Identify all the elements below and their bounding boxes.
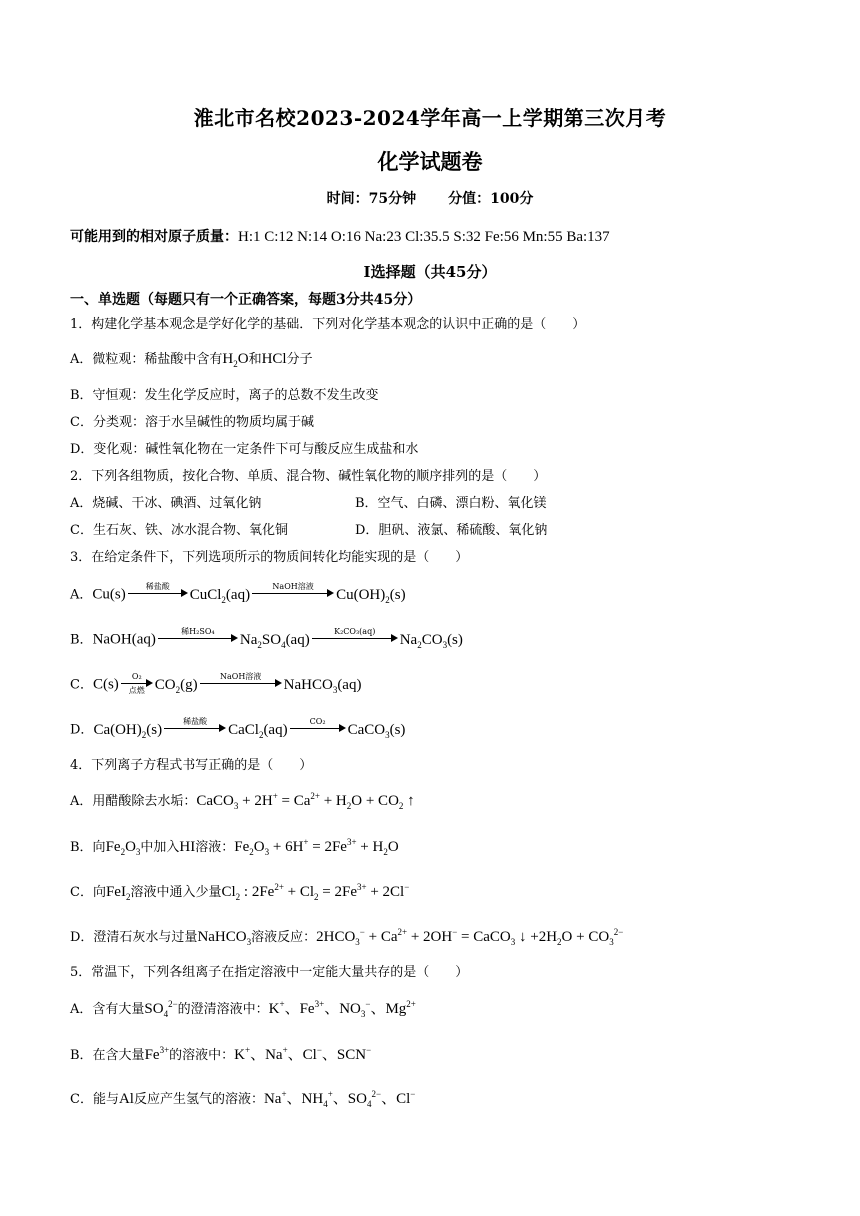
- reaction-arrow-icon: 稀盐酸: [164, 717, 226, 739]
- q1-option-c: C．分类观：溶于水呈碱性的物质均属于碱: [70, 415, 314, 430]
- q3-option-d: D．$Ca(OH)_2(s)$ 稀盐酸 CaCl$_2$(aq) CO₂ CaCO$_3$(s): [70, 717, 406, 740]
- reaction-arrow-icon: NaOH溶液: [252, 582, 334, 604]
- atomic-mass-label: 可能用到的相对原子质量：: [70, 229, 238, 245]
- reaction-arrow-icon: K₂CO₃(aq): [312, 627, 398, 649]
- q3-option-b: B．NaOH(aq) 稀H₂SO₄ $Na_2SO_4(aq)$ K₂CO₃(aq) $Na_2CO_3(s)$: [70, 627, 463, 650]
- q4-option-b: B．向$Fe_2O_3$中加入HI溶液：$Fe_2O_3 + 6H^+ = 2Fe^{3+} + H_2O$: [70, 837, 399, 857]
- reaction-arrow-icon: NaOH溶液: [200, 672, 282, 694]
- exam-meta: [0, 188, 860, 208]
- q5-option-c: C．能与Al反应产生氢气的溶液：Na+、$NH_4^+$、$SO_4^{2-}$、Cl−: [70, 1089, 416, 1109]
- reaction-arrow-icon: 稀H₂SO₄: [158, 627, 238, 649]
- exam-score: 分值：100分: [448, 191, 534, 207]
- q2-options-cd: [70, 522, 547, 540]
- q4-option-d: D．澄清石灰水与过量NaHCO$_3$溶液反应：$2HCO_3^- + Ca^{2+} + 2OH^-$ = CaCO$_3$ ↓ $+2H_2O + CO_3^{2-}$: [70, 927, 624, 947]
- q2-options-ab: [70, 495, 547, 513]
- q3-option-a: A．Cu(s) 稀盐酸 CuCl$_2$(aq) NaOH溶液 $Cu(OH)_2(s)$: [70, 582, 406, 605]
- atomic-mass-values: H:1 C:12 N:14 O:16 Na:23 Cl:35.5 S:32 Fe:56 Mn:55 Ba:137: [238, 229, 610, 245]
- q1-option-b: B．守恒观：发生化学反应时，离子的总数不发生改变: [70, 388, 379, 403]
- q2-option-d: D．胆矾、液氯、稀硫酸、氧化钠: [355, 523, 548, 538]
- q5-option-a: A．含有大量$SO_4^{2-}$的澄清溶液中：K+、$Fe^{3+}$、$NO_3^-$、$Mg^{2+}$: [70, 999, 416, 1019]
- section-heading: Ⅰ选择题（共45分）: [363, 263, 497, 281]
- q1-option-a: A．微粒观：稀盐酸中含有$H_2O$和HCl分子: [70, 351, 313, 369]
- q3-stem: 3．在给定条件下，下列选项所示的物质间转化均能实现的是（ ）: [70, 550, 469, 565]
- q2-option-a: A．烧碱、干冰、碘酒、过氧化钠: [70, 496, 262, 511]
- reaction-arrow-icon: 稀盐酸: [128, 582, 188, 604]
- atomic-mass-line: [70, 226, 850, 246]
- q4-option-c: C．向FeI$_2$溶液中通入少量$Cl_2$ : $2Fe^{2+} + Cl_2 = 2Fe^{3+} + 2Cl^-$: [70, 882, 410, 902]
- part-heading: 一、单选题（每题只有一个正确答案，每题3分共45分）: [70, 292, 422, 308]
- q1-stem: 1．构建化学基本观念是学好化学的基础．下列对化学基本观念的认识中正确的是（ ）: [70, 317, 586, 332]
- exam-title: 淮北市名校2023-2024学年高一上学期第三次月考: [193, 106, 667, 130]
- q4-stem: 4．下列离子方程式书写正确的是（ ）: [70, 758, 313, 773]
- q2-option-c: C．生石灰、铁、冰水混合物、氧化铜: [70, 523, 288, 538]
- q2-stem: 2．下列各组物质，按化合物、单质、混合物、碱性氧化物的顺序排列的是（ ）: [70, 469, 547, 484]
- reaction-arrow-icon: O₂ 点燃: [121, 672, 153, 694]
- q5-option-b: B．在含大量$Fe^{3+}$的溶液中：K+、Na+、Cl−、SCN−: [70, 1045, 372, 1063]
- q5-stem: 5．常温下，下列各组离子在指定溶液中一定能大量共存的是（ ）: [70, 965, 469, 980]
- q3-option-c: C．C(s) O₂ 点燃 $CO_2(g)$ NaOH溶液 NaHCO$_3$(aq): [70, 672, 362, 695]
- exam-time: 时间：75分钟: [326, 191, 417, 207]
- reaction-arrow-icon: CO₂: [290, 717, 346, 739]
- q4-option-a: A．用醋酸除去水垢：CaCO$_3$ + $2H^+ = Ca^{2+} + H_2O + CO_2$ ↑: [70, 791, 415, 811]
- exam-subtitle: 化学试题卷: [377, 149, 483, 174]
- q1-option-d: D．变化观：碱性氧化物在一定条件下可与酸反应生成盐和水: [70, 442, 419, 457]
- q2-option-b: B．空气、白磷、漂白粉、氧化镁: [355, 496, 547, 511]
